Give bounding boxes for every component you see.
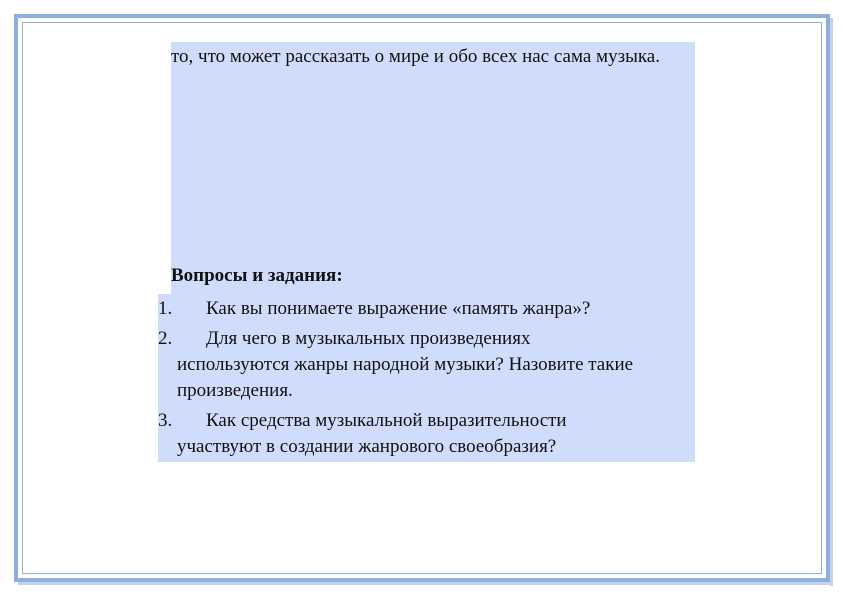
question-text: Как средства музыкальной выразительности <box>206 410 567 431</box>
question-text-continuation: используются жанры народной музыки? Назовите такие произведения. <box>177 354 634 401</box>
questions-heading: Вопросы и задания: <box>171 265 343 286</box>
question-text: Как вы понимаете выражение «память жанра»? <box>206 298 591 319</box>
question-number: 2. <box>158 328 173 349</box>
text-highlight-top <box>171 42 695 296</box>
question-text-continuation: участвуют в создании жанрового своеобразия? <box>177 436 557 457</box>
page-frame-shadow-right <box>830 18 833 586</box>
body-paragraph: то, что может рассказать о мире и обо всех нас сама музыка. <box>171 46 660 67</box>
question-number: 3. <box>158 410 173 431</box>
question-number: 1. <box>158 298 173 319</box>
page-frame-shadow-bottom <box>18 582 833 585</box>
question-text: Для чего в музыкальных произведениях <box>206 328 531 349</box>
